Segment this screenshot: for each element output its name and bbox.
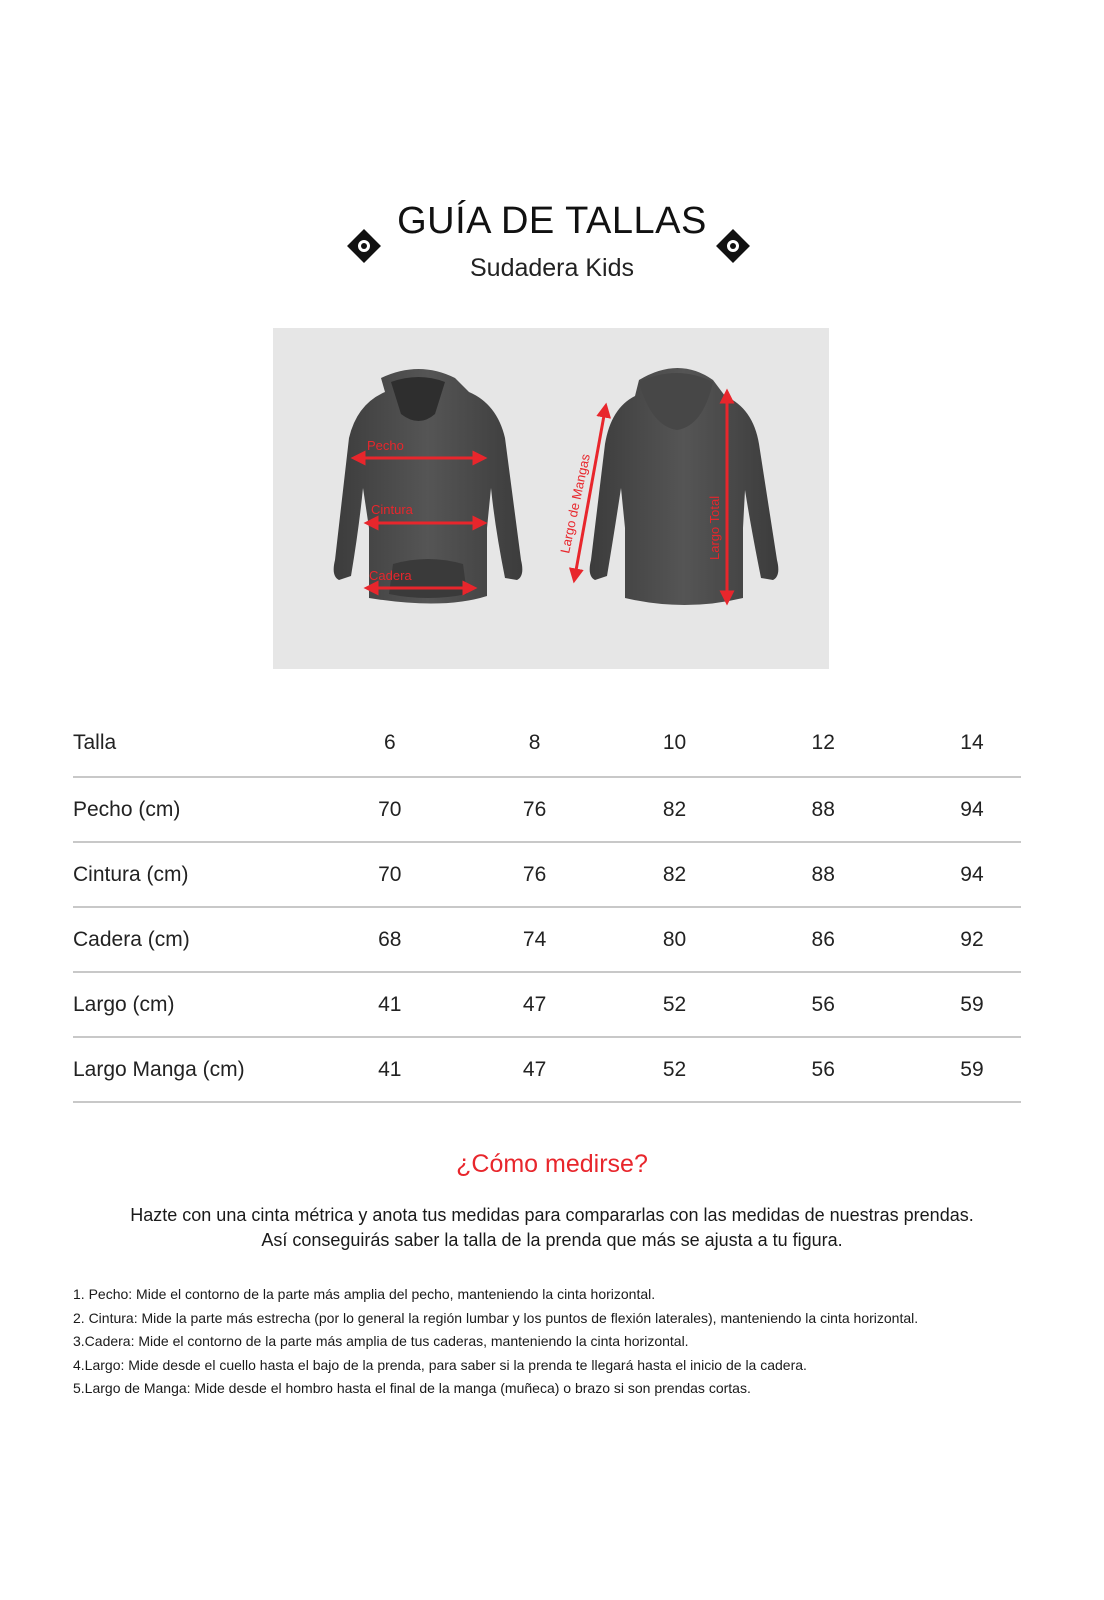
- table-cell: 92: [923, 907, 1021, 972]
- table-cell: 74: [444, 907, 626, 972]
- measurement-steps: [73, 1283, 1093, 1401]
- table-cell: Largo (cm): [73, 972, 336, 1037]
- back-hoodie: [557, 368, 778, 605]
- table-row: [73, 842, 1021, 907]
- largo-mangas-label: Largo de Mangas: [557, 452, 593, 555]
- cintura-label: Cintura: [371, 502, 413, 517]
- table-cell: Cintura (cm): [73, 842, 336, 907]
- table-cell: 88: [724, 777, 923, 842]
- table-cell: 47: [444, 1037, 626, 1102]
- table-cell: Talla: [73, 710, 336, 777]
- how-to-intro: [40, 1203, 1064, 1253]
- table-cell: 76: [444, 777, 626, 842]
- hoodie-measurement-figure: [273, 328, 829, 669]
- table-cell: 56: [724, 1037, 923, 1102]
- table-row: [73, 777, 1021, 842]
- table-row: [73, 907, 1021, 972]
- table-cell: Cadera (cm): [73, 907, 336, 972]
- pecho-label: Pecho: [367, 438, 404, 453]
- table-cell: 82: [626, 777, 724, 842]
- table-cell: 52: [626, 1037, 724, 1102]
- table-cell: 56: [724, 972, 923, 1037]
- step-item: 5.Largo de Manga: Mide desde el hombro hasta el final de la manga (muñeca) o brazo si son prendas cortas.: [73, 1380, 751, 1396]
- table-cell: 70: [336, 842, 444, 907]
- table-cell: 76: [444, 842, 626, 907]
- page-subtitle: Sudadera Kids: [469, 254, 634, 282]
- size-table: [73, 710, 1021, 1103]
- front-hoodie: [334, 369, 523, 604]
- how-to-heading: ¿Cómo medirse?: [456, 1150, 648, 1178]
- table-cell: 59: [923, 1037, 1021, 1102]
- table-cell: 68: [336, 907, 444, 972]
- table-cell: 80: [626, 907, 724, 972]
- step-item: 4.Largo: Mide desde el cuello hasta el bajo de la prenda, para saber si la prenda te llegará hasta el inicio de la cadera.: [73, 1356, 807, 1373]
- table-cell: 8: [444, 710, 626, 777]
- table-header-row: [73, 710, 1021, 777]
- table-cell: Pecho (cm): [73, 777, 336, 842]
- table-cell: 59: [923, 972, 1021, 1037]
- step-item: 1. Pecho: Mide el contorno de la parte más amplia del pecho, manteniendo la cinta horizontal.: [73, 1286, 656, 1302]
- table-cell: 88: [724, 842, 923, 907]
- table-cell: 47: [444, 972, 626, 1037]
- intro-line: Hazte con una cinta métrica y anota tus medidas para compararlas con las medidas de nuestras prendas.: [130, 1205, 974, 1225]
- table-cell: 41: [336, 972, 444, 1037]
- table-row: [73, 972, 1021, 1037]
- table-cell: 10: [626, 710, 724, 777]
- table-cell: 94: [923, 777, 1021, 842]
- table-cell: 41: [336, 1037, 444, 1102]
- hoodie-illustration: [273, 328, 829, 669]
- table-cell: 14: [923, 710, 1021, 777]
- table-cell: 86: [724, 907, 923, 972]
- table-cell: Largo Manga (cm): [73, 1037, 336, 1102]
- table-cell: 52: [626, 972, 724, 1037]
- largo-total-label: Largo Total: [707, 495, 722, 560]
- table-cell: 82: [626, 842, 724, 907]
- table-cell: 70: [336, 777, 444, 842]
- table-cell: 6: [336, 710, 444, 777]
- table-cell: 12: [724, 710, 923, 777]
- step-item: 3.Cadera: Mide el contorno de la parte más amplia de tus caderas, manteniendo la cinta horizontal.: [73, 1333, 689, 1349]
- table-cell: 94: [923, 842, 1021, 907]
- table-row: [73, 1037, 1021, 1102]
- step-item: 2. Cintura: Mide la parte más estrecha (por lo general la región lumbar y los puntos de flexión laterales), manteniendo la cinta horizontal.: [73, 1309, 919, 1326]
- intro-line: Así conseguirás saber la talla de la prenda que más se ajusta a tu figura.: [261, 1230, 843, 1250]
- cadera-label: Cadera: [369, 568, 412, 583]
- page-title: GUÍA DE TALLAS: [397, 200, 707, 242]
